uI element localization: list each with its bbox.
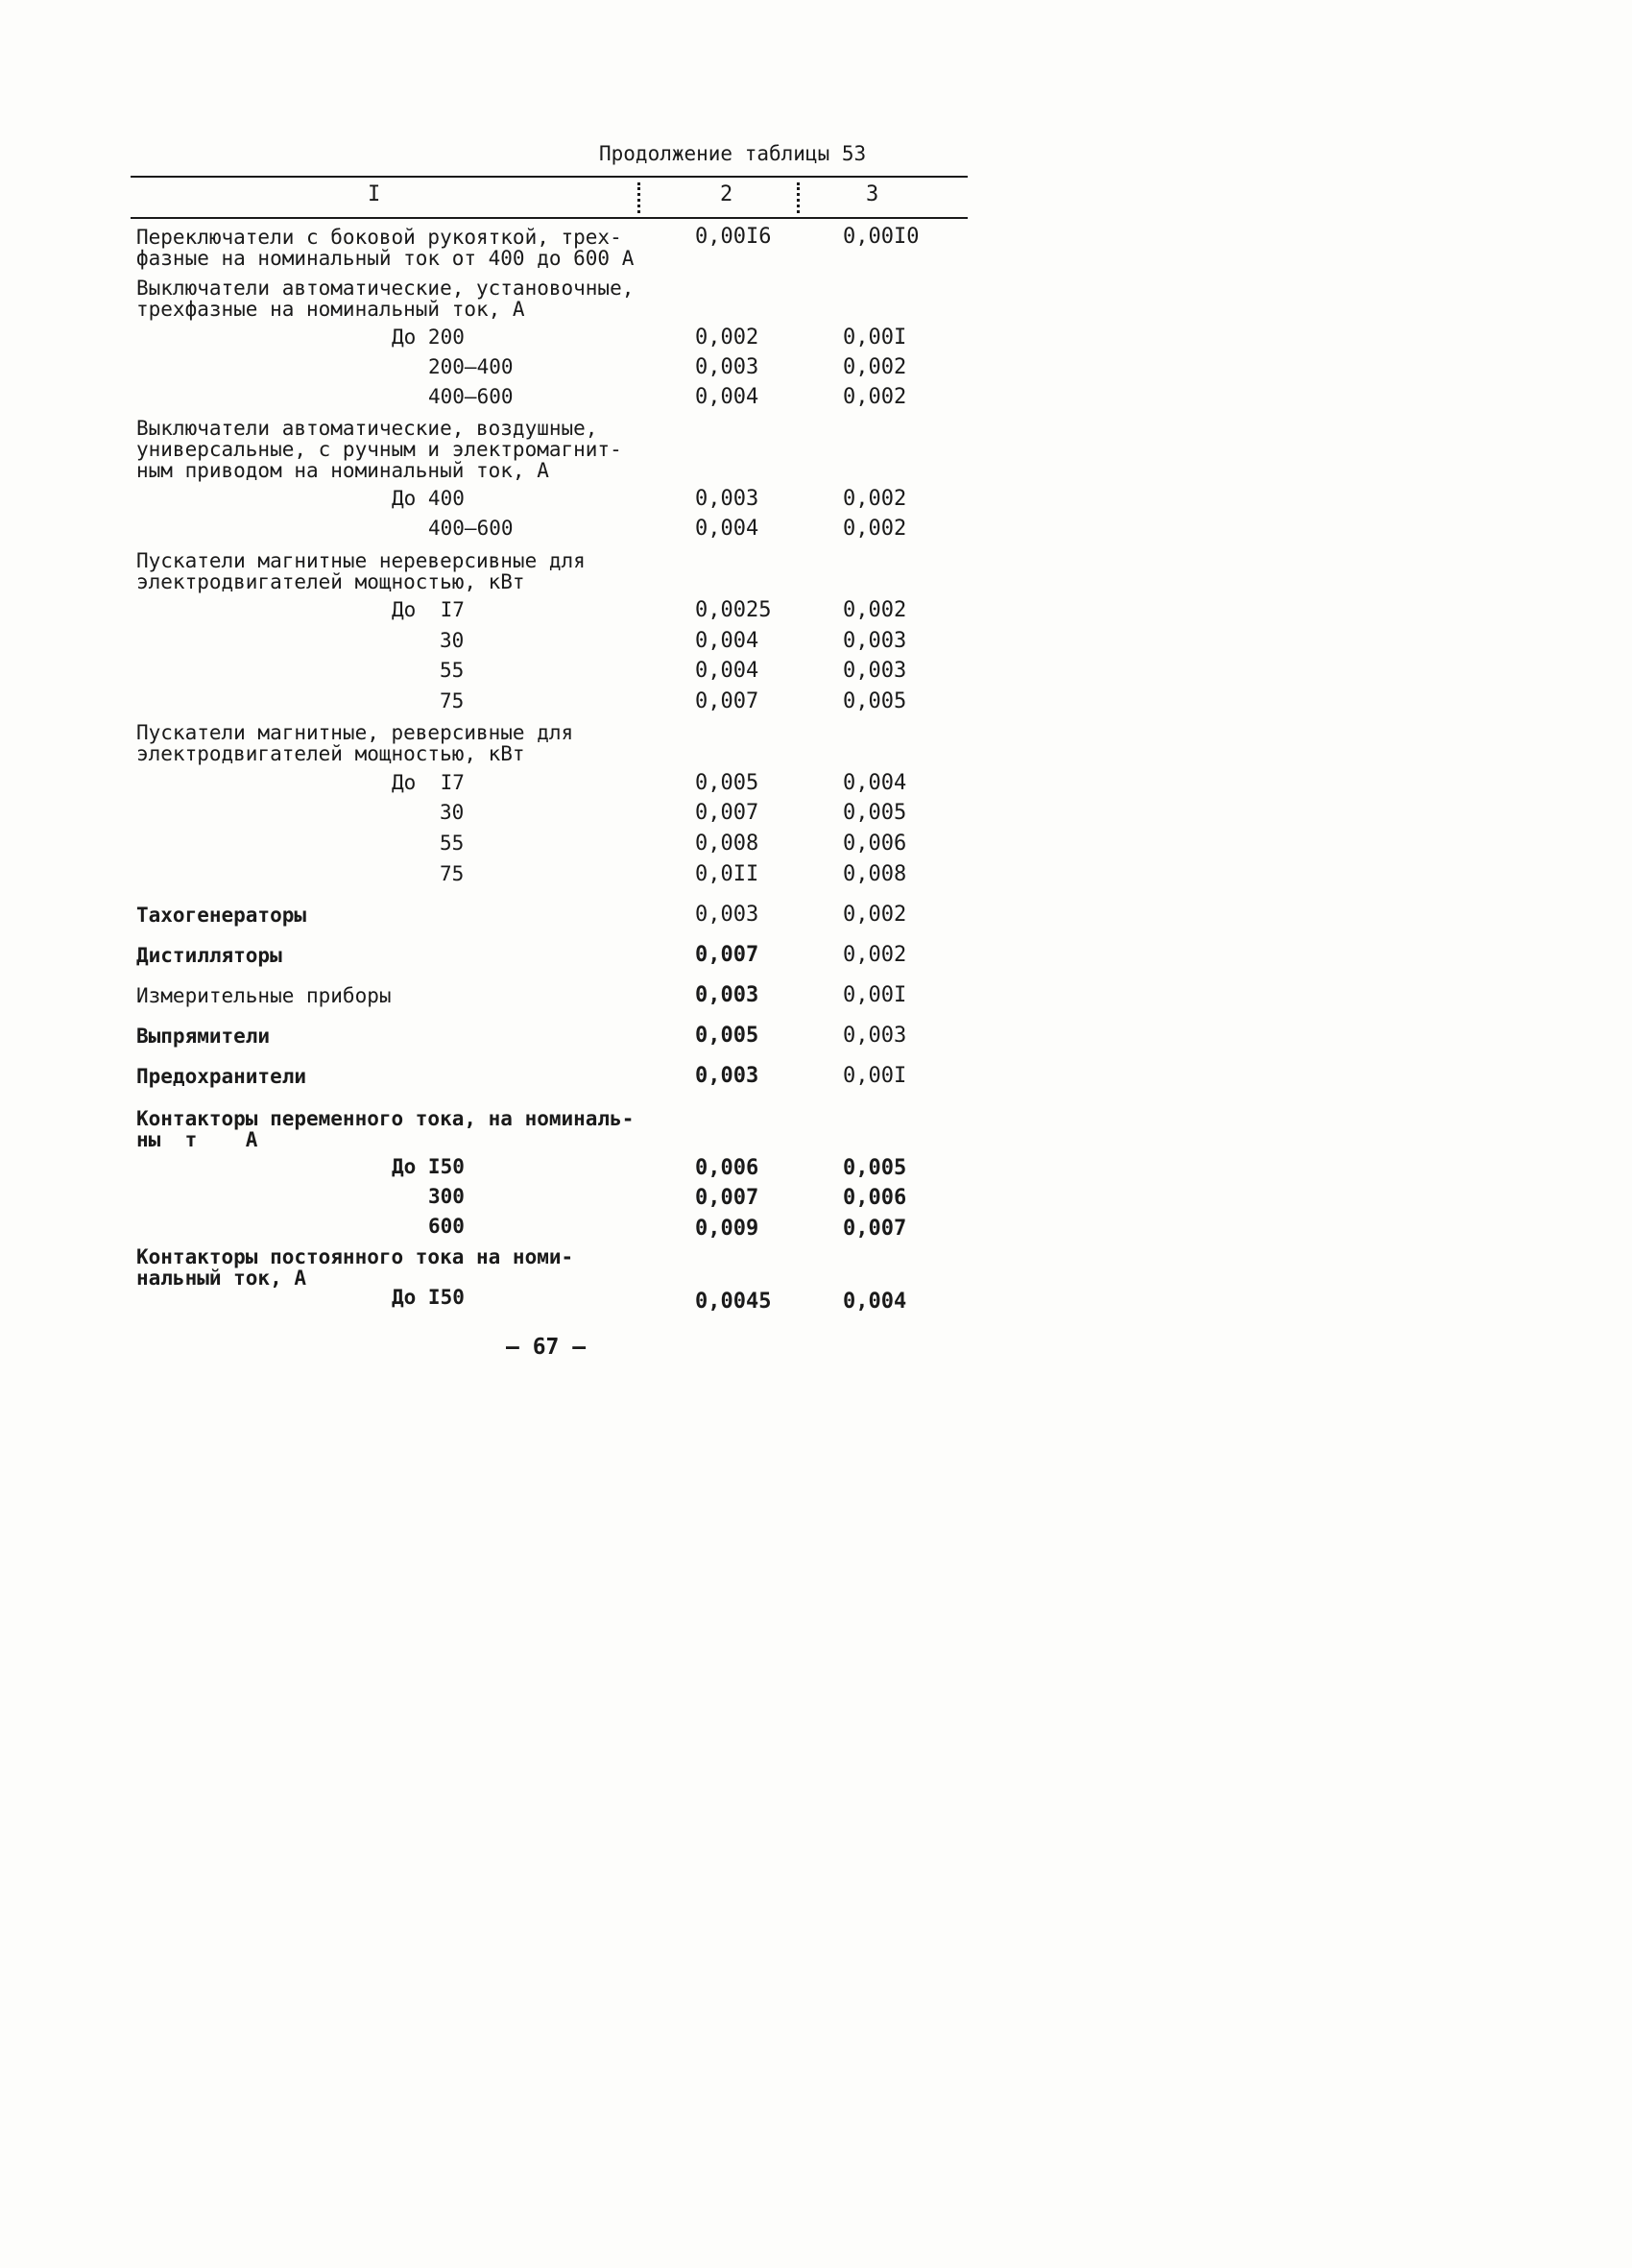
row-label: Дистилляторы [136, 944, 282, 967]
table-caption: Продолжение таблицы 53 [599, 142, 867, 165]
row-value-col2: 0,008 [695, 832, 759, 856]
table-top-rule [131, 176, 968, 178]
row-value-col2: 0,007 [695, 801, 759, 825]
row-label: 55 [440, 832, 465, 855]
row-value-col2: 0,004 [695, 385, 759, 409]
row-value-col2: 0,009 [695, 1217, 759, 1241]
row-value-col3: 0,003 [843, 659, 907, 683]
row-value-col2: 0,006 [695, 1156, 759, 1180]
row-value-col3: 0,002 [843, 598, 907, 622]
row-label: 400–600 [428, 385, 514, 408]
row-value-col3: 0,002 [843, 517, 907, 541]
row-value-col3: 0,006 [843, 1186, 907, 1210]
row-value-col3: 0,00I [843, 326, 907, 350]
row-value-col3: 0,004 [843, 1290, 907, 1314]
column-header-2: 2 [720, 182, 733, 206]
row-value-col2: 0,005 [695, 771, 759, 795]
row-label: 400–600 [428, 517, 514, 540]
document-page [0, 0, 1089, 1512]
row-value-col2: 0,007 [695, 1186, 759, 1210]
row-label: Тахогенераторы [136, 904, 307, 927]
row-label: Пускатели магнитные нереверсивные для электродвигателей мощностью, кВт [136, 549, 586, 593]
row-label: 30 [440, 629, 465, 652]
row-value-col3: 0,00I [843, 1064, 907, 1088]
row-value-col2: 0,003 [695, 903, 759, 927]
row-value-col3: 0,006 [843, 832, 907, 856]
row-label: 600 [428, 1215, 465, 1238]
row-value-col3: 0,004 [843, 771, 907, 795]
row-value-col3: 0,002 [843, 487, 907, 511]
row-value-col3: 0,005 [843, 1156, 907, 1180]
row-label: Выключатели автоматические, воздушные, универсальные, с ручным и электромагнит- ным приводом на номинальный ток, А [136, 417, 622, 482]
row-label: 300 [428, 1185, 465, 1208]
row-value-col2: 0,005 [695, 1024, 759, 1048]
row-value-col2: 0,004 [695, 659, 759, 683]
row-label: Пускатели магнитные, реверсивные для электродвигателей мощностью, кВт [136, 721, 574, 765]
column-divider [797, 182, 807, 213]
row-value-col2: 0,0025 [695, 598, 772, 622]
row-value-col3: 0,005 [843, 801, 907, 825]
row-label: Контакторы постоянного тока на номи- нальный ток, А [136, 1245, 574, 1290]
row-label: 55 [440, 659, 465, 682]
row-label: 75 [440, 689, 465, 712]
row-value-col3: 0,008 [843, 862, 907, 886]
row-label: До 400 [392, 487, 465, 510]
row-label: 30 [440, 801, 465, 824]
row-label: Контакторы переменного тока, на номиналь- ны т А [136, 1107, 635, 1151]
column-header-1: I [368, 182, 381, 206]
row-value-col3: 0,002 [843, 385, 907, 409]
row-value-col3: 0,002 [843, 355, 907, 379]
table-header-rule [131, 217, 968, 219]
row-value-col2: 0,007 [695, 943, 759, 967]
row-label: До 200 [392, 326, 465, 349]
row-value-col2: 0,003 [695, 983, 759, 1007]
row-label: Выключатели автоматические, установочные, трехфазные на номинальный ток, А [136, 277, 635, 321]
row-value-col3: 0,007 [843, 1217, 907, 1241]
row-value-col2: 0,00I6 [695, 225, 772, 249]
row-label: До I50 [392, 1286, 465, 1309]
row-label: Предохранители [136, 1065, 307, 1088]
row-value-col2: 0,003 [695, 487, 759, 511]
row-label: 75 [440, 862, 465, 885]
row-label: Измерительные приборы [136, 984, 392, 1007]
row-value-col2: 0,003 [695, 355, 759, 379]
row-label: До I50 [392, 1155, 465, 1178]
row-label: Переключатели с боковой рукояткой, трех- фазные на номинальный ток от 400 до 600 А [136, 226, 635, 270]
row-value-col2: 0,0II [695, 862, 759, 886]
row-value-col2: 0,0045 [695, 1290, 772, 1314]
row-value-col2: 0,003 [695, 1064, 759, 1088]
row-value-col3: 0,002 [843, 943, 907, 967]
row-value-col3: 0,00I [843, 983, 907, 1007]
row-value-col3: 0,003 [843, 629, 907, 653]
column-divider [637, 182, 648, 213]
row-value-col2: 0,002 [695, 326, 759, 350]
column-header-3: 3 [866, 182, 879, 206]
row-label: До I7 [392, 771, 465, 794]
row-label: До I7 [392, 598, 465, 621]
row-value-col3: 0,005 [843, 689, 907, 713]
row-value-col3: 0,002 [843, 903, 907, 927]
row-value-col3: 0,003 [843, 1024, 907, 1048]
row-value-col2: 0,007 [695, 689, 759, 713]
row-value-col3: 0,00I0 [843, 225, 920, 249]
row-label: Выпрямители [136, 1025, 271, 1048]
row-label: 200–400 [428, 355, 514, 378]
row-value-col2: 0,004 [695, 629, 759, 653]
row-value-col2: 0,004 [695, 517, 759, 541]
page-number: – 67 – [506, 1335, 587, 1360]
